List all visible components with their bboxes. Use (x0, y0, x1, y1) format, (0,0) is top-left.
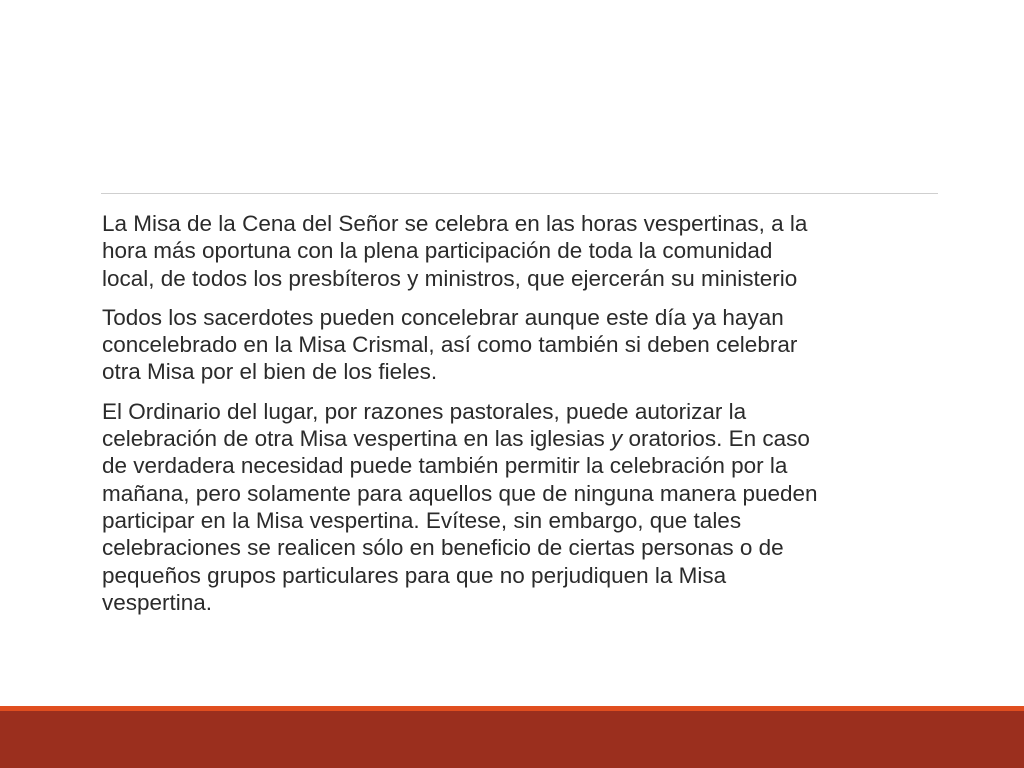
paragraph-3 (102, 398, 937, 616)
body-text (102, 210, 937, 628)
paragraph-3-start: El Ordinario del lugar, por razones pastorales, puede autorizar la celebración de otra Misa vespertina en las iglesias (102, 398, 747, 452)
paragraph-1: La Misa de la Cena del Señor se celebra en las horas vespertinas, a la hora más oportuna con la plena participación de toda la comunidad local, de todos los presbíteros y ministros, que ejercerán su ministerio (102, 211, 808, 291)
footer-band (0, 711, 1024, 768)
paragraph-2: Todos los sacerdotes pueden concelebrar aunque este día ya hayan concelebrado en la Misa Crismal, así como también si deben celebrar otra Misa por el bien de los fieles. (102, 304, 798, 385)
paragraph-3-end: oratorios. En caso de verdadera necesidad puede también permitir la celebración por la mañana, pero solamente para aquellos que de ninguna manera pueden participar en la Misa vespertina. Evítese, sin embargo, que tales celebraciones se realicen sólo en beneficio de ciertas personas o de pequeños grupos particulares para que no perjudiquen la Misa vespertina. (102, 426, 818, 615)
paragraph-3-italic: y (611, 426, 623, 452)
title-divider (101, 193, 938, 194)
